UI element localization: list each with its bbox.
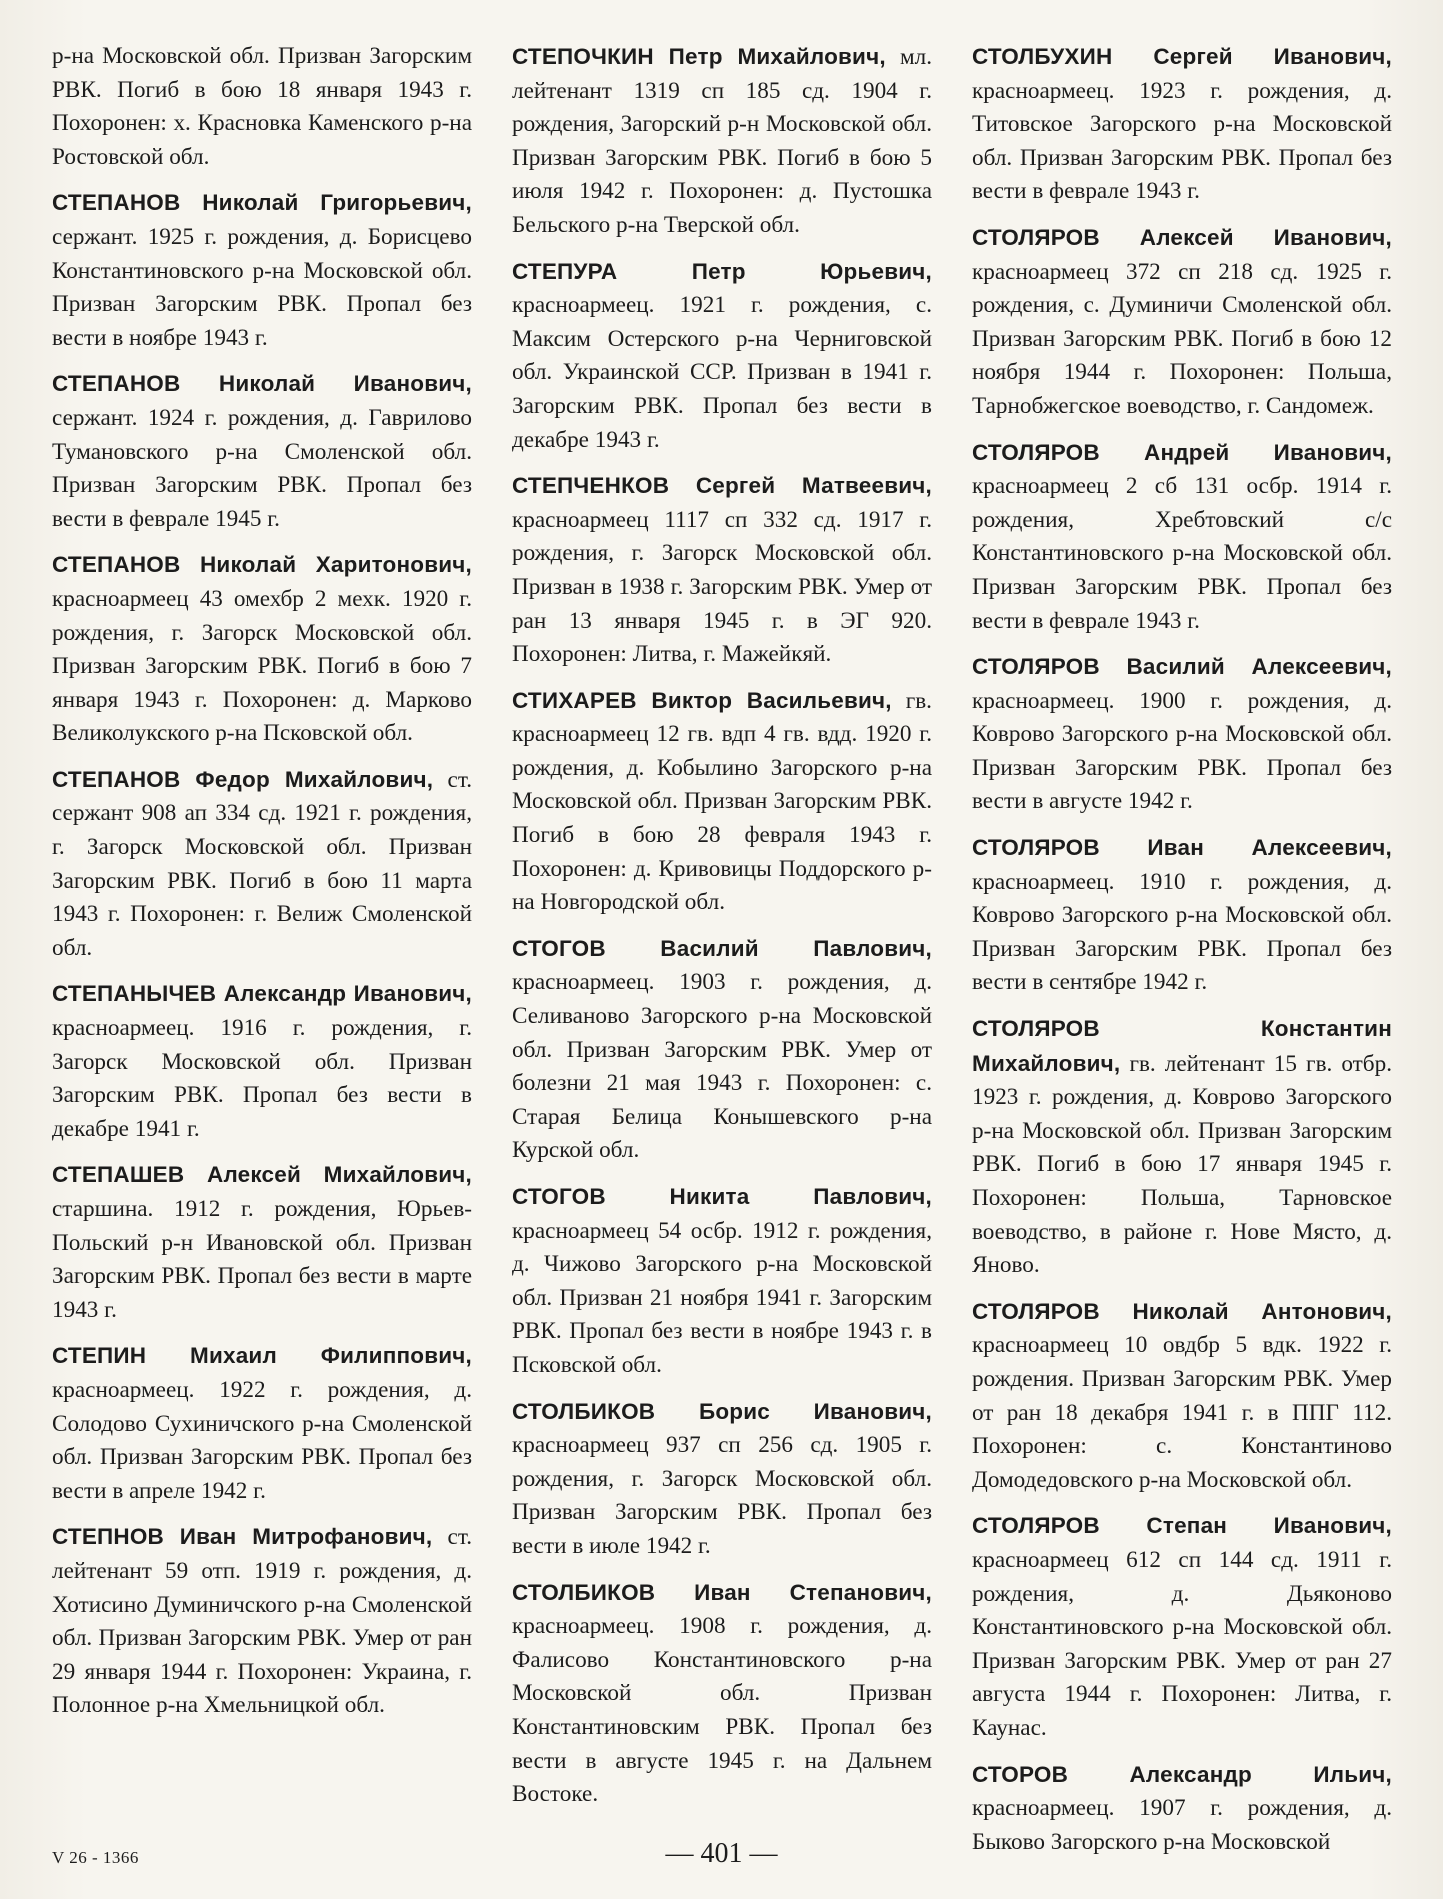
memorial-entry bbox=[52, 548, 472, 751]
memorial-entry bbox=[52, 977, 472, 1146]
entry-name: СТОЛЯРОВ Иван Алексеевич, bbox=[972, 835, 1392, 861]
memorial-entry bbox=[512, 684, 932, 920]
entry-name: СТЕПАНЫЧЕВ Александр Иванович, bbox=[52, 981, 472, 1007]
memorial-entry bbox=[52, 763, 472, 966]
memorial-entry bbox=[972, 1012, 1392, 1283]
entry-name: СТЕПАНОВ Николай Иванович, bbox=[52, 371, 472, 397]
memorial-entry bbox=[512, 1180, 932, 1383]
memorial-entry bbox=[52, 367, 472, 536]
entry-name: СТЕПАНОВ Николай Харитонович, bbox=[52, 552, 472, 578]
memorial-entry bbox=[512, 1576, 932, 1812]
memorial-entry bbox=[52, 1339, 472, 1508]
entry-text: красноармеец. 1900 г. рождения, д. Коврово Загорского р-на Московской обл. Призван Загорским РВК. Пропал без вести в августе 1942 г. bbox=[972, 687, 1392, 815]
entry-name: СТОЛЯРОВ Василий Алексеевич, bbox=[972, 654, 1392, 680]
memorial-entry bbox=[972, 436, 1392, 639]
memorial-entry bbox=[52, 1158, 472, 1327]
entry-name: СТОЛБУХИН Сергей Иванович, bbox=[972, 44, 1392, 69]
memorial-entry bbox=[972, 1509, 1392, 1745]
entry-text: красноармеец. 1908 г. рождения, д. Фалисово Константиновского р-на Московской обл. Призван Константиновским РВК. Пропал без вести в августе 1945 г. на Дальнем Востоке. bbox=[512, 1613, 932, 1808]
entry-name: СТОГОВ Василий Павлович, bbox=[512, 935, 932, 961]
entry-text: красноармеец. 1921 г. рождения, с. Максим Остерского р-на Черниговской обл. Украинской ССР. Призван в 1941 г. Загорским РВК. Пропал без вести в декабре 1943 г. bbox=[512, 292, 932, 453]
memorial-entry bbox=[52, 1520, 472, 1723]
memorial-entry bbox=[972, 40, 1392, 209]
entry-name: СТЕПЧЕНКОВ Сергей Матвеевич, bbox=[512, 473, 932, 499]
entry-name: СТОЛЯРОВ Константин Михайлович, bbox=[972, 1016, 1392, 1076]
entry-name: СТЕПИН Михаил Филиппович, bbox=[52, 1343, 472, 1369]
entry-name: СТЕПНОВ Иван Митрофанович, bbox=[52, 1524, 433, 1550]
memorial-entry bbox=[512, 469, 932, 672]
page-number: — 401 — bbox=[665, 1838, 778, 1869]
memorial-entry bbox=[512, 255, 932, 458]
entry-text: красноармеец. 1910 г. рождения, д. Коврово Загорского р-на Московской обл. Призван Загорским РВК. Пропал без вести в сентябре 1942 г. bbox=[972, 868, 1392, 996]
memorial-entry bbox=[972, 221, 1392, 424]
entry-name: СТОЛЯРОВ Николай Антонович, bbox=[972, 1298, 1392, 1324]
print-code: V 26 - 1366 bbox=[52, 1848, 139, 1867]
entry-text: красноармеец 10 овдбр 5 вдк. 1922 г. рождения. Призван Загорским РВК. Умер от ран 18 декабря 1941 г. в ППГ 112. Похоронен: с. Константиново Домодедовского р-на Московской обл. bbox=[972, 1332, 1392, 1493]
entry-name: СТОРОВ Александр Ильич, bbox=[972, 1761, 1392, 1787]
entry-name: СТОГОВ Никита Павлович, bbox=[512, 1184, 932, 1209]
entry-text: красноармеец 54 осбр. 1912 г. рождения, д. Чижово Загорского р-на Московской обл. Призван 21 ноября 1941 г. Загорским РВК. Пропал без вести в ноябре 1943 г. в Псковской обл. bbox=[512, 1217, 932, 1378]
entry-name: СТЕПАНОВ Федор Михайлович, bbox=[52, 766, 434, 792]
entry-text: гв. лейтенант 15 гв. отбр. 1923 г. рождения, д. Коврово Загорского р-на Московской обл. Призван Загорским РВК. Погиб в бою 17 января 1945 г. Похоронен: Польша, Тарновское воеводство, в районе г. Нове Място, д. Яново. bbox=[972, 1050, 1392, 1279]
entry-text: мл. лейтенант 1319 сп 185 сд. 1904 г. рождения, Загорский р-н Московской обл. Призван Загорским РВК. Погиб в бою 5 июля 1942 г. Похоронен: д. Пустошка Бельского р-на Тверской обл. bbox=[512, 44, 932, 238]
entry-text: красноармеец. 1923 г. рождения, д. Титовское Загорского р-на Московской обл. Призван Загорским РВК. Пропал без вести в феврале 1943 г. bbox=[972, 77, 1392, 205]
memorial-entry bbox=[512, 40, 932, 243]
entry-text: красноармеец. 1907 г. рождения, д. Быково Загорского р-на Московской bbox=[972, 1795, 1392, 1855]
entry-text: красноармеец 372 сп 218 сд. 1925 г. рождения, с. Думиничи Смоленской обл. Призван Загорским РВК. Погиб в бою 12 ноября 1944 г. Похоронен: Польша, Тарнобжегское воеводство, г. Сандомеж. bbox=[972, 258, 1392, 419]
column-3 bbox=[972, 40, 1392, 1855]
entry-name: СТОЛЯРОВ Андрей Иванович, bbox=[972, 439, 1392, 465]
entry-name: СТЕПУРА Петр Юрьевич, bbox=[512, 258, 932, 284]
memorial-entry bbox=[972, 831, 1392, 1000]
entry-text: сержант. 1924 г. рождения, д. Гаврилово Тумановского р-на Смоленской обл. Призван Загорским РВК. Пропал без вести в феврале 1945 г. bbox=[52, 404, 472, 532]
entry-text: красноармеец 43 омехбр 2 мехк. 1920 г. рождения, г. Загорск Московской обл. Призван Загорским РВК. Погиб в бою 7 января 1943 г. Похоронен: д. Марково Великолукского р-на Псковской обл. bbox=[52, 585, 472, 747]
memorial-entry bbox=[972, 1295, 1392, 1498]
memorial-entry bbox=[972, 650, 1392, 819]
entry-text: сержант. 1925 г. рождения, д. Борисцево Константиновского р-на Московской обл. Призван Загорским РВК. Пропал без вести в ноябре 1943 г. bbox=[52, 223, 472, 351]
entry-name: СТОЛЯРОВ Алексей Иванович, bbox=[972, 224, 1392, 250]
memorial-entry bbox=[512, 932, 932, 1168]
entry-text: ст. сержант 908 ап 334 сд. 1921 г. рождения, г. Загорск Московской обл. Призван Загорским РВК. Погиб в бою 11 марта 1943 г. Похоронен: г. Велиж Смоленской обл. bbox=[52, 766, 472, 961]
memorial-entry bbox=[512, 1395, 932, 1564]
entry-text: старшина. 1912 г. рождения, Юрьев-Польский р-н Ивановской обл. Призван Загорским РВК. Пропал без вести в марте 1943 г. bbox=[52, 1196, 472, 1323]
entry-text: красноармеец. 1922 г. рождения, д. Солодово Сухиничского р-на Смоленской обл. Призван Загорским РВК. Пропал без вести в апреле 1942 г. bbox=[52, 1376, 472, 1504]
entry-text: красноармеец. 1903 г. рождения, д. Селиваново Загорского р-на Московской обл. Призван Загорским РВК. Умер от болезни 21 мая 1943 г. Похоронен: с. Старая Белица Конышевского р-на Курской обл. bbox=[512, 969, 932, 1164]
column-1 bbox=[52, 40, 472, 1820]
entry-name: СТЕПАНОВ Николай Григорьевич, bbox=[52, 190, 472, 216]
entry-name: СТИХАРЕВ Виктор Васильевич, bbox=[512, 687, 892, 713]
entry-text: гв. красноармеец 12 гв. вдп 4 гв. вдд. 1920 г. рождения, д. Кобылино Загорского р-на Московской обл. Призван Загорским РВК. Погиб в бою 28 февраля 1943 г. Похоронен: д. Кривовицы Поддорского р-на Новгородской обл. bbox=[512, 687, 932, 916]
entry-text: красноармеец 612 сп 144 сд. 1911 г. рождения, д. Дьяконово Константиновского р-на Московской обл. Призван Загорским РВК. Умер от ран 27 августа 1944 г. Похоронен: Литва, г. Каунас. bbox=[972, 1546, 1392, 1741]
entry-text: красноармеец 2 сб 131 осбр. 1914 г. рождения, Хребтовский с/с Константиновского р-на Московской обл. Призван Загорским РВК. Пропал без вести в феврале 1943 г. bbox=[972, 473, 1392, 634]
entry-text: красноармеец. 1916 г. рождения, г. Загорск Московской обл. Призван Загорским РВК. Пропал без вести в декабре 1941 г. bbox=[52, 1015, 472, 1142]
memorial-entry bbox=[52, 40, 472, 174]
entry-name: СТЕПОЧКИН Петр Михайлович, bbox=[512, 44, 886, 69]
entry-name: СТЕПАШЕВ Алексей Михайлович, bbox=[52, 1162, 472, 1188]
entry-name: СТОЛБИКОВ Иван Степанович, bbox=[512, 1579, 932, 1605]
column-2 bbox=[512, 40, 932, 1820]
entry-name: СТОЛБИКОВ Борис Иванович, bbox=[512, 1398, 932, 1424]
entry-name: СТОЛЯРОВ Степан Иванович, bbox=[972, 1513, 1392, 1539]
entry-text: ст. лейтенант 59 отп. 1919 г. рождения, д. Хотисино Думиничского р-на Смоленской обл. Призван Загорским РВК. Умер от ран 29 января 1944 г. Похоронен: Украина, г. Полонное р-на Хмельницкой обл. bbox=[52, 1524, 472, 1719]
entry-text: р-на Московской обл. Призван Загорским РВК. Погиб в бою 18 января 1943 г. Похоронен: х. Красновка Каменского р-на Ростовской обл. bbox=[52, 43, 472, 170]
entry-text: красноармеец 937 сп 256 сд. 1905 г. рождения, г. Загорск Московской обл. Призван Загорским РВК. Пропал без вести в июле 1942 г. bbox=[512, 1432, 932, 1559]
entry-text: красноармеец 1117 сп 332 сд. 1917 г. рождения, г. Загорск Московской обл. Призван в 1938 г. Загорским РВК. Умер от ран 13 января 1945 г. в ЭГ 920. Похоронен: Литва, г. Мажейкяй. bbox=[512, 506, 932, 668]
memorial-entry bbox=[52, 186, 472, 355]
